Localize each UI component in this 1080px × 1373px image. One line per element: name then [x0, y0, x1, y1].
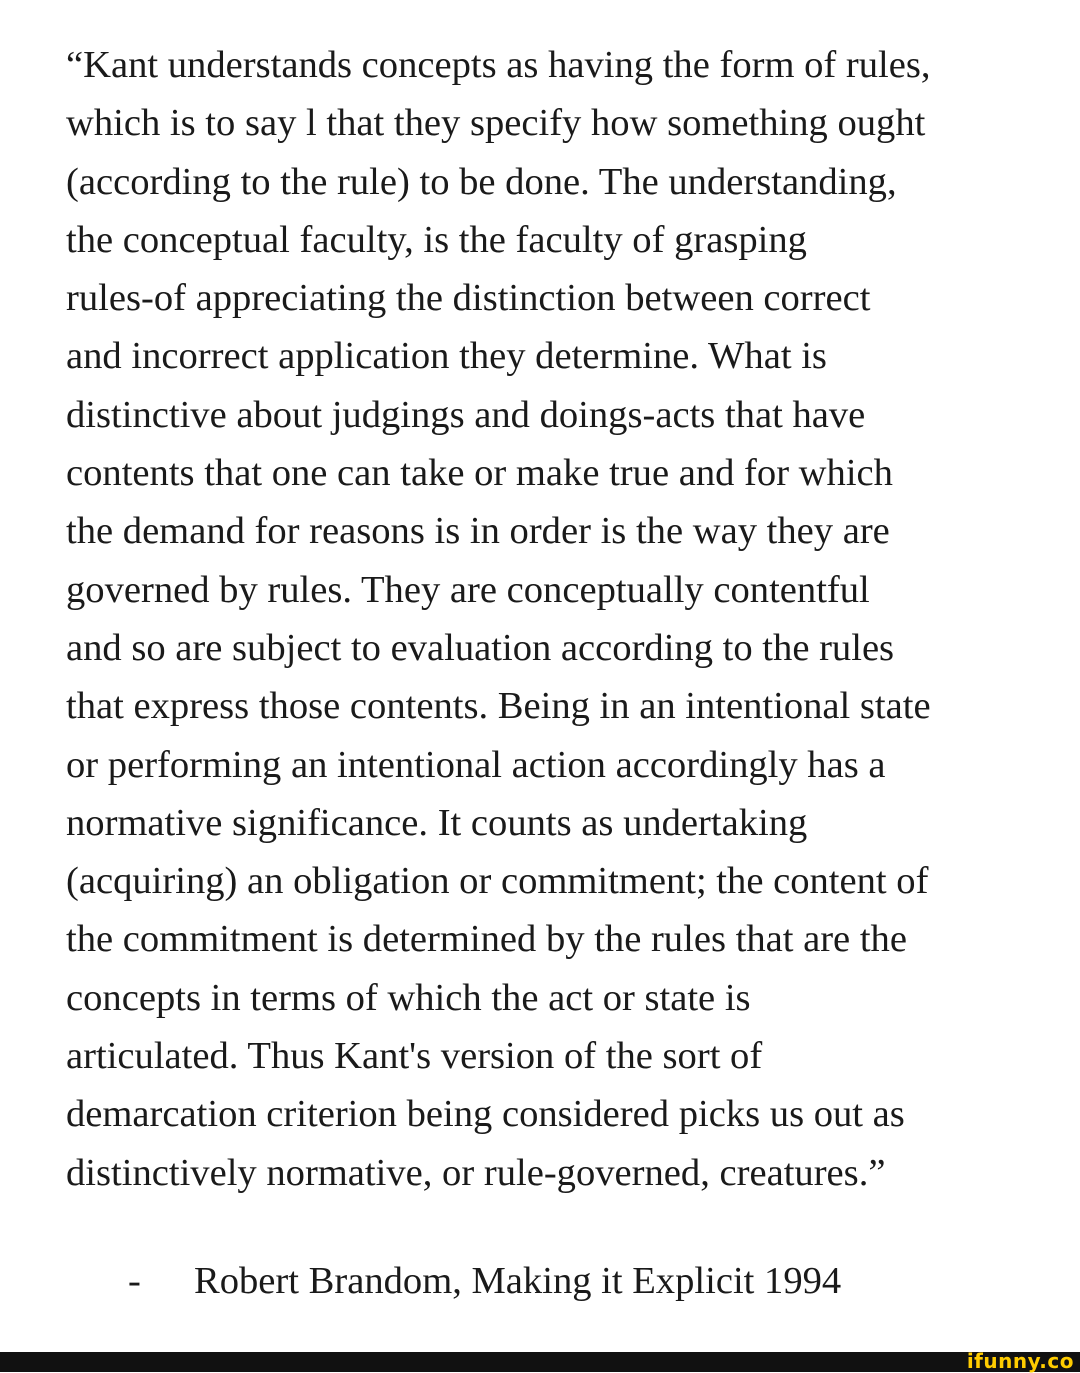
- quote-line-17: concepts in terms of which the act or state is: [66, 976, 751, 1019]
- quote-line-6: and incorrect application they determine. What is: [66, 335, 827, 378]
- quote-text: [66, 36, 1056, 1202]
- quote-line-10: governed by rules. They are conceptually contentful: [66, 568, 870, 611]
- quote-line-11: and so are subject to evaluation according to the rules: [66, 626, 895, 669]
- quote-line-20: distinctively normative, or rule-governed, creatures.”: [66, 1151, 886, 1194]
- quote-line-2: which is to say l that they specify how something ought: [66, 102, 926, 145]
- quote-line-16: the commitment is determined by the rules that are the: [66, 918, 907, 961]
- quote-line-5: rules-of appreciating the distinction between correct: [66, 277, 871, 320]
- attribution-text: Robert Brandom, Making it Explicit 1994: [194, 1260, 842, 1302]
- quote-line-1: “Kant understands concepts as having the form of rules,: [66, 44, 931, 86]
- quote-line-8: contents that one can take or make true and for which: [66, 452, 893, 495]
- footer-bar: [0, 1349, 1080, 1373]
- attribution: [128, 1252, 841, 1310]
- quote-line-4: the conceptual faculty, is the faculty of grasping: [66, 218, 807, 261]
- quote-line-9: the demand for reasons is in order is the way they are: [66, 510, 890, 553]
- quote-line-15: (acquiring) an obligation or commitment; the content of: [66, 860, 929, 903]
- quote-line-18: articulated. Thus Kant's version of the sort of: [66, 1035, 763, 1078]
- quote-line-3: (according to the rule) to be done. The understanding,: [66, 160, 897, 203]
- quote-line-13: or performing an intentional action accordingly has a: [66, 743, 886, 786]
- quote-line-14: normative significance. It counts as undertaking: [66, 801, 808, 844]
- quote-line-12: that express those contents. Being in an intentional state: [66, 685, 931, 728]
- attribution-dash: -: [128, 1260, 141, 1302]
- quote-line-19: demarcation criterion being considered picks us out as: [66, 1093, 905, 1136]
- ifunny-watermark-logo[interactable]: ifunny.co: [966, 1349, 1074, 1373]
- quote-line-7: distinctive about judgings and doings-acts that have: [66, 393, 866, 436]
